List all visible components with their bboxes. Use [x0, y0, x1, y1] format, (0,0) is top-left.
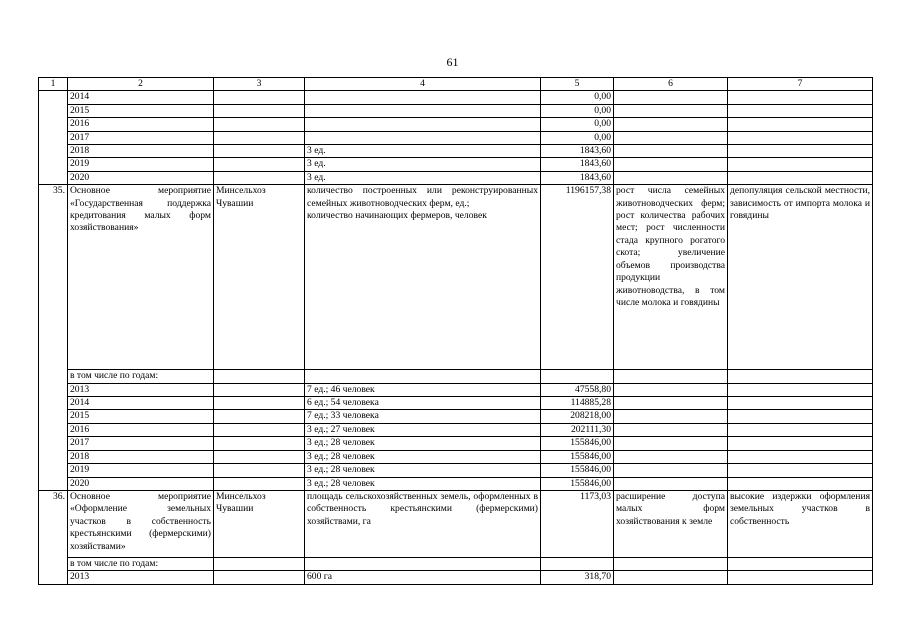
result-cell — [614, 118, 728, 131]
year-cell: 2017 — [68, 131, 214, 144]
indicator-cell: 600 га — [305, 571, 541, 584]
indicator-cell — [305, 370, 541, 383]
result-cell — [614, 397, 728, 410]
item-36-result: расширение доступа малых форм хозяйствования к земле — [614, 490, 728, 557]
indicator-cell: 3 ед. — [305, 158, 541, 171]
risk-cell — [728, 158, 873, 171]
item-35-name: Основное мероприятие «Государственная поддержка кредитования малых форм хозяйствования» — [68, 185, 214, 370]
table-row — [39, 450, 873, 463]
header-row — [39, 78, 873, 91]
value-cell: 155846,00 — [541, 477, 614, 490]
header-col-4: 4 — [305, 78, 541, 91]
executor-cell — [214, 104, 305, 117]
risk-cell — [728, 437, 873, 450]
result-cell — [614, 464, 728, 477]
result-cell — [614, 423, 728, 436]
risk-cell — [728, 383, 873, 396]
table-row — [39, 410, 873, 423]
result-cell — [614, 131, 728, 144]
value-cell — [541, 557, 614, 570]
executor-cell — [214, 158, 305, 171]
value-cell: 0,00 — [541, 91, 614, 104]
indicator-cell: 7 ед.; 33 человека — [305, 410, 541, 423]
result-cell — [614, 104, 728, 117]
executor-cell — [214, 423, 305, 436]
table-row — [39, 131, 873, 144]
value-cell: 318,70 — [541, 571, 614, 584]
result-cell — [614, 145, 728, 158]
value-cell: 0,00 — [541, 131, 614, 144]
executor-cell — [214, 557, 305, 570]
year-cell: 2014 — [68, 397, 214, 410]
table-row — [39, 158, 873, 171]
item-35-main-row — [39, 185, 873, 370]
executor-cell — [214, 383, 305, 396]
table-row — [39, 397, 873, 410]
risk-cell — [728, 118, 873, 131]
year-cell: 2013 — [68, 571, 214, 584]
result-cell — [614, 437, 728, 450]
indicator-cell: 7 ед.; 46 человек — [305, 383, 541, 396]
indicator-cell: 3 ед.; 27 человек — [305, 423, 541, 436]
item-35-result: рост числа семейных животноводческих ферм; рост количества рабочих мест; рост численности стада крупного рогатого скота; увеличение объемов производства продукции животноводства, в том числе молока и говядины — [614, 185, 728, 370]
year-cell: 2016 — [68, 423, 214, 436]
risk-cell — [728, 477, 873, 490]
indicator-cell: 3 ед. — [305, 171, 541, 184]
value-cell — [541, 370, 614, 383]
executor-cell — [214, 370, 305, 383]
value-cell: 0,00 — [541, 104, 614, 117]
item-36-risks: высокие издержки оформления земельных участков в собственность — [728, 490, 873, 557]
item-36-executor: Минсельхоз Чувашии — [214, 490, 305, 557]
executor-cell — [214, 571, 305, 584]
indicator-cell — [305, 557, 541, 570]
executor-cell — [214, 437, 305, 450]
indicator-cell: 3 ед.; 28 человек — [305, 437, 541, 450]
program-table — [38, 77, 873, 585]
item-35-number: 35. — [39, 185, 68, 491]
item-36-name: Основное мероприятие «Оформление земельных участков в собственность крестьянскими (фермерскими) хозяйствами» — [68, 490, 214, 557]
executor-cell — [214, 145, 305, 158]
year-cell: 2015 — [68, 410, 214, 423]
year-cell: 2020 — [68, 171, 214, 184]
result-cell — [614, 158, 728, 171]
table-row — [39, 477, 873, 490]
value-cell: 155846,00 — [541, 437, 614, 450]
indicator-cell: 3 ед.; 28 человек — [305, 477, 541, 490]
year-cell: 2018 — [68, 145, 214, 158]
item-36-main-row — [39, 490, 873, 557]
executor-cell — [214, 477, 305, 490]
indicator-cell: 6 ед.; 54 человека — [305, 397, 541, 410]
risk-cell — [728, 131, 873, 144]
value-cell: 208218,00 — [541, 410, 614, 423]
risk-cell — [728, 370, 873, 383]
value-cell: 1843,60 — [541, 171, 614, 184]
indicator-cell: 3 ед. — [305, 145, 541, 158]
number-cell — [39, 91, 68, 185]
year-cell: 2016 — [68, 118, 214, 131]
result-cell — [614, 450, 728, 463]
value-cell: 0,00 — [541, 118, 614, 131]
result-cell — [614, 410, 728, 423]
risk-cell — [728, 450, 873, 463]
table-row — [39, 571, 873, 584]
year-cell: 2020 — [68, 477, 214, 490]
result-cell — [614, 370, 728, 383]
risk-cell — [728, 171, 873, 184]
year-cell: 2019 — [68, 464, 214, 477]
year-cell: 2019 — [68, 158, 214, 171]
header-col-5: 5 — [541, 78, 614, 91]
value-cell: 1843,60 — [541, 158, 614, 171]
header-col-6: 6 — [614, 78, 728, 91]
risk-cell — [728, 423, 873, 436]
indicator-cell — [305, 131, 541, 144]
indicator-cell: 3 ед.; 28 человек — [305, 464, 541, 477]
indicator-cell: 3 ед.; 28 человек — [305, 450, 541, 463]
year-cell: 2015 — [68, 104, 214, 117]
year-cell: 2014 — [68, 91, 214, 104]
by-years-label: в том числе по годам: — [68, 557, 214, 570]
header-col-7: 7 — [728, 78, 873, 91]
risk-cell — [728, 464, 873, 477]
item-35-total: 1196157,38 — [541, 185, 614, 370]
table-row — [39, 145, 873, 158]
risk-cell — [728, 397, 873, 410]
result-cell — [614, 557, 728, 570]
table-row — [39, 383, 873, 396]
year-cell: 2017 — [68, 437, 214, 450]
result-cell — [614, 383, 728, 396]
table-row — [39, 91, 873, 104]
table-row — [39, 423, 873, 436]
page-number: 61 — [446, 55, 459, 69]
year-cell: 2013 — [68, 383, 214, 396]
risk-cell — [728, 104, 873, 117]
item-35-indicator: количество построенных или реконструированных семейных животноводческих ферм, ед.; количество начинающих фермеров, человек — [305, 185, 541, 370]
result-cell — [614, 91, 728, 104]
executor-cell — [214, 410, 305, 423]
value-cell: 202111,30 — [541, 423, 614, 436]
value-cell: 155846,00 — [541, 450, 614, 463]
executor-cell — [214, 131, 305, 144]
item-35-executor: Минсельхоз Чувашии — [214, 185, 305, 370]
table-row — [39, 104, 873, 117]
executor-cell — [214, 464, 305, 477]
value-cell: 114885,28 — [541, 397, 614, 410]
table-row — [39, 437, 873, 450]
item-35-risks: депопуляция сельской местности, зависимость от импорта молока и говядины — [728, 185, 873, 370]
table-row — [39, 464, 873, 477]
table-row — [39, 171, 873, 184]
item-36-total: 1173,03 — [541, 490, 614, 557]
executor-cell — [214, 171, 305, 184]
table-row — [39, 370, 873, 383]
by-years-label: в том числе по годам: — [68, 370, 214, 383]
year-cell: 2018 — [68, 450, 214, 463]
item-36-indicator: площадь сельскохозяйственных земель, оформленных в собственность крестьянскими (фермерскими) хозяйствами, га — [305, 490, 541, 557]
risk-cell — [728, 410, 873, 423]
header-col-3: 3 — [214, 78, 305, 91]
indicator-cell — [305, 104, 541, 117]
executor-cell — [214, 397, 305, 410]
executor-cell — [214, 118, 305, 131]
risk-cell — [728, 571, 873, 584]
indicator-cell — [305, 118, 541, 131]
indicator-cell — [305, 91, 541, 104]
item-36-number: 36. — [39, 490, 68, 584]
header-col-2: 2 — [68, 78, 214, 91]
table-row — [39, 557, 873, 570]
header-col-1: 1 — [39, 78, 68, 91]
executor-cell — [214, 450, 305, 463]
result-cell — [614, 571, 728, 584]
value-cell: 47558,80 — [541, 383, 614, 396]
risk-cell — [728, 145, 873, 158]
result-cell — [614, 477, 728, 490]
result-cell — [614, 171, 728, 184]
risk-cell — [728, 91, 873, 104]
value-cell: 1843,60 — [541, 145, 614, 158]
executor-cell — [214, 91, 305, 104]
value-cell: 155846,00 — [541, 464, 614, 477]
risk-cell — [728, 557, 873, 570]
table-row — [39, 118, 873, 131]
